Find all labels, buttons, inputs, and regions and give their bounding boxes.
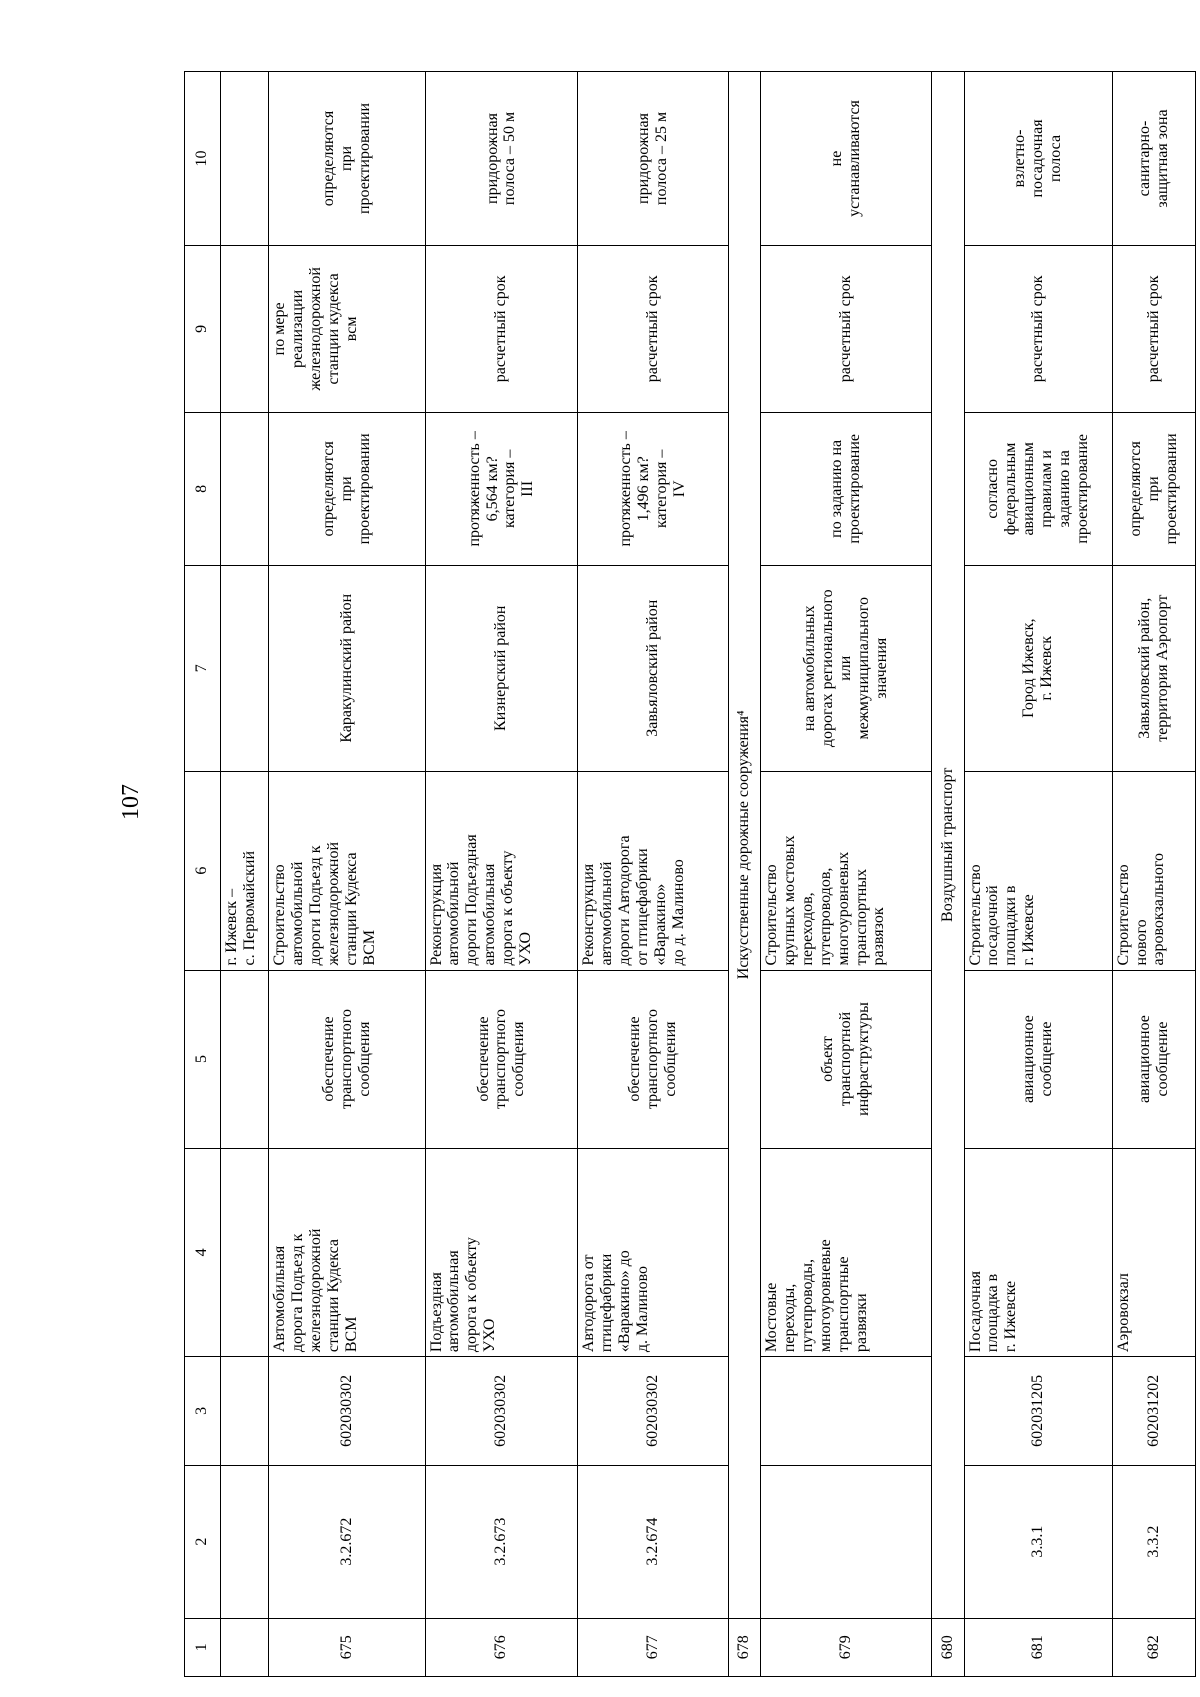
action-cell: Реконструкция автомобильной дороги Подъездная автомобильная дорога к объекту УХО xyxy=(425,771,578,970)
okato-cell: 602031205 xyxy=(964,1357,1112,1465)
header-col-2: 2 xyxy=(185,1465,221,1618)
params-cell: протяженность – 6,564 км? категория – III xyxy=(425,412,578,565)
table-row xyxy=(761,72,932,1677)
row-number: 681 xyxy=(964,1618,1112,1676)
continuation-row xyxy=(220,72,269,1677)
zone-cell: придорожная полоса – 25 м xyxy=(578,72,728,246)
section-row xyxy=(932,72,964,1677)
header-col-6: 6 xyxy=(185,771,221,970)
code-cell: 3.3.2 xyxy=(1112,1465,1195,1618)
location-cell: Каракулинский район xyxy=(269,565,425,771)
action-cell: Реконструкция автомобильной дороги Автодорога от птицефабрики «Варакино» до д. Малиново xyxy=(578,771,728,970)
okato-cell: 602030302 xyxy=(425,1357,578,1465)
name-cell: Автомобильная дорога Подъезд к железнодорожной станции Кудекса ВСМ xyxy=(269,1148,425,1357)
header-col-1: 1 xyxy=(185,1618,221,1676)
okato-cell xyxy=(761,1357,932,1465)
location-cell: Завьяловский район, территория Аэропорт xyxy=(1112,565,1195,771)
cell xyxy=(220,1357,269,1465)
zone-cell: санитарно- защитная зона xyxy=(1112,72,1195,246)
cell xyxy=(220,412,269,565)
zone-cell: не устанавливаются xyxy=(761,72,932,246)
code-cell: 3.2.674 xyxy=(578,1465,728,1618)
header-col-3: 3 xyxy=(185,1357,221,1465)
location-cell: Кизнерский район xyxy=(425,565,578,771)
section-row xyxy=(728,72,760,1677)
term-cell: по мере реализации железнодорожной станции кудекса всм xyxy=(269,245,425,412)
cell xyxy=(220,1465,269,1618)
table-row xyxy=(425,72,578,1677)
purpose-cell: авиационное сообщение xyxy=(964,970,1112,1148)
params-cell: по заданию на проектирование xyxy=(761,412,932,565)
okato-cell: 602030302 xyxy=(269,1357,425,1465)
purpose-cell: авиационное сообщение xyxy=(1112,970,1195,1148)
zone-cell: определяются при проектировании xyxy=(269,72,425,246)
header-col-10: 10 xyxy=(185,72,221,246)
term-cell: расчетный срок xyxy=(964,245,1112,412)
row-number: 675 xyxy=(269,1618,425,1676)
name-cell: Посадочная площадка в г. Ижевске xyxy=(964,1148,1112,1357)
table-row xyxy=(964,72,1112,1677)
cell xyxy=(220,72,269,246)
name-cell: Мостовые переходы, путепроводы, многоуровневые транспортные развязки xyxy=(761,1148,932,1357)
purpose-cell: обеспечение транспортного сообщения xyxy=(578,970,728,1148)
purpose-cell: объект транспортной инфраструктуры xyxy=(761,970,932,1148)
params-cell: определяются при проектировании xyxy=(1112,412,1195,565)
code-cell: 3.3.1 xyxy=(964,1465,1112,1618)
cell xyxy=(220,1618,269,1676)
header-row xyxy=(185,72,221,1677)
purpose-cell: обеспечение транспортного сообщения xyxy=(269,970,425,1148)
section-title: Искусственные дорожные сооружения⁴ xyxy=(728,72,760,1619)
location-cell: на автомобильных дорогах регионального или межмуниципального значения xyxy=(761,565,932,771)
row-number: 678 xyxy=(728,1618,760,1676)
zone-cell: взлетно- посадочная полоса xyxy=(964,72,1112,246)
header-col-8: 8 xyxy=(185,412,221,565)
row-number: 680 xyxy=(932,1618,964,1676)
okato-cell: 602030302 xyxy=(578,1357,728,1465)
params-cell: согласно федеральным авиационным правилам и заданию на проектирование xyxy=(964,412,1112,565)
code-cell: 3.2.673 xyxy=(425,1465,578,1618)
page-number: 107 xyxy=(118,784,144,820)
purpose-cell: обеспечение транспортного сообщения xyxy=(425,970,578,1148)
term-cell: расчетный срок xyxy=(425,245,578,412)
location-cell: Завьяловский район xyxy=(578,565,728,771)
cell xyxy=(220,1148,269,1357)
name-cell: Автодорога от птицефабрики «Варакино» до д. Малиново xyxy=(578,1148,728,1357)
row-number: 676 xyxy=(425,1618,578,1676)
header-col-4: 4 xyxy=(185,1148,221,1357)
code-cell xyxy=(761,1465,932,1618)
table-row xyxy=(578,72,728,1677)
okato-cell: 602031202 xyxy=(1112,1357,1195,1465)
cell xyxy=(220,970,269,1148)
header-col-9: 9 xyxy=(185,245,221,412)
params-cell: протяженность – 1,496 км? категория – IV xyxy=(578,412,728,565)
action-cell: Строительство посадочной площадки в г. Ижевске xyxy=(964,771,1112,970)
term-cell: расчетный срок xyxy=(1112,245,1195,412)
section-title: Воздушный транспорт xyxy=(932,72,964,1619)
continuation-text: г. Ижевск – с. Первомайский xyxy=(220,771,269,970)
cell xyxy=(220,565,269,771)
planning-table xyxy=(184,71,1196,1677)
name-cell: Подъездная автомобильная дорога к объекту УХО xyxy=(425,1148,578,1357)
name-cell: Аэровокзал xyxy=(1112,1148,1195,1357)
params-cell: определяются при проектировании xyxy=(269,412,425,565)
term-cell: расчетный срок xyxy=(761,245,932,412)
table-row xyxy=(269,72,425,1677)
location-cell: Город Ижевск, г. Ижевск xyxy=(964,565,1112,771)
term-cell: расчетный срок xyxy=(578,245,728,412)
row-number: 679 xyxy=(761,1618,932,1676)
header-col-5: 5 xyxy=(185,970,221,1148)
zone-cell: придорожная полоса – 50 м xyxy=(425,72,578,246)
table-row xyxy=(1112,72,1195,1677)
row-number: 682 xyxy=(1112,1618,1195,1676)
action-cell: Строительство крупных мостовых переходов, путепроводов, многоуровневых транспортных развязок xyxy=(761,771,932,970)
action-cell: Строительство автомобильной дороги Подъезд к железнодорожной станции Кудекса ВСМ xyxy=(269,771,425,970)
cell xyxy=(220,245,269,412)
row-number: 677 xyxy=(578,1618,728,1676)
code-cell: 3.2.672 xyxy=(269,1465,425,1618)
header-col-7: 7 xyxy=(185,565,221,771)
action-cell: Строительство нового аэровокзального xyxy=(1112,771,1195,970)
